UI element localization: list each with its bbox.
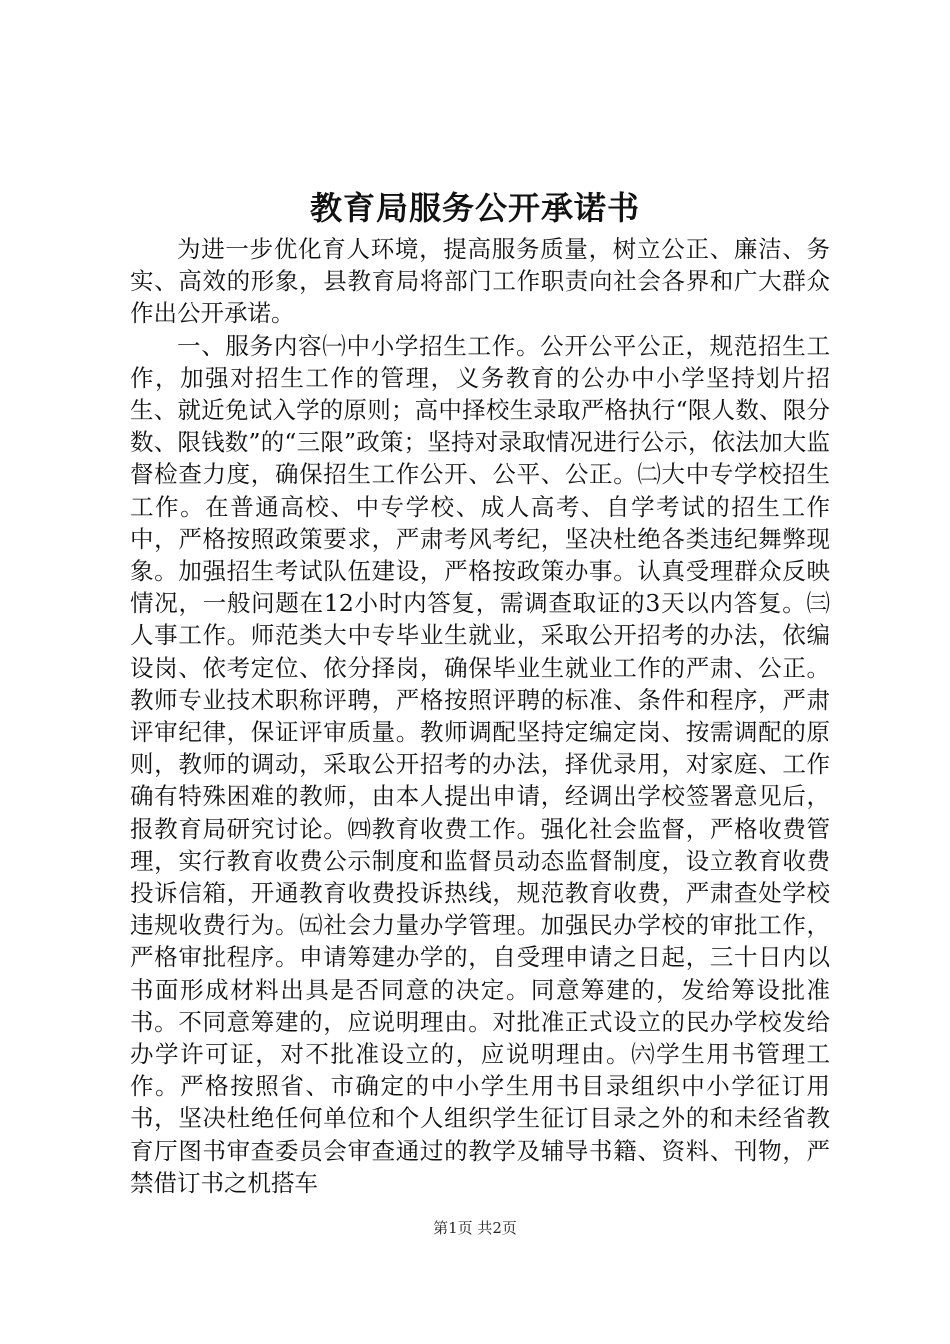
document-title: 教育局服务公开承诺书 <box>309 189 640 227</box>
paragraph-intro: 为进一步优化育人环境，提高服务质量，树立公正、廉洁、务实、高效的形象，县教育局将部门工作职责向社会各界和广大群众作出公开承诺。 <box>130 235 830 328</box>
page-number: 第1页 共2页 <box>433 1219 517 1237</box>
paragraph-service-content: 一、服务内容㈠中小学招生工作。公开公平公正，规范招生工作，加强对招生工作的管理，义务教育的公办中小学坚持划片招生、就近免试入学的原则；高中择校生录取严格执行“限人数、限分数、限钱数”的“三限”政策；坚持对录取情况进行公示，依法加大监督检查力度，确保招生工作公开、公平、公正。㈡大中专学校招生工作。在普通高校、中专学校、成人高考、自学考试的招生工作中，严格按照政策要求，严肃考风考纪，坚决杜绝各类违纪舞弊现象。加强招生考试队伍建设，严格按政策办事。认真受理群众反映情况，一般问题在12小时内答复，需调查取证的3天以内答复。㈢人事工作。师范类大中专毕业生就业，采取公开招考的办法，依编设岗、依考定位、依分择岗，确保毕业生就业工作的严肃、公正。教师专业技术职称评聘，严格按照评聘的标准、条件和程序，严肃评审纪律，保证评审质量。教师调配坚持定编定岗、按需调配的原则，教师的调动，采取公开招考的办法，择优录用，对家庭、工作确有特殊困难的教师，由本人提出申请，经调出学校签署意见后，报教育局研究讨论。㈣教育收费工作。强化社会监督，严格收费管理，实行教育收费公示制度和监督员动态监督制度，设立教育收费投诉信箱，开通教育收费投诉热线，规范教育收费，严肃查处学校违规收费行为。㈤社会力量办学管理。加强民办学校的审批工作，严格审批程序。申请筹建办学的，自受理申请之日起，三十日内以书面形成材料出具是否同意的决定。同意筹建的，发给筹设批准书。不同意筹建的，应说明理由。对批准正式设立的民办学校发给办学许可证，对不批准设立的，应说明理由。㈥学生用书管理工作。严格按照省、市确定的中小学生用书目录组织中小学征订用书，坚决杜绝任何单位和个人组织学生征订目录之外的和未经省教育厅图书审查委员会审查通过的教学及辅导书籍、资料、刊物，严禁借订书之机搭车 <box>130 331 830 1197</box>
document-body <box>130 233 830 1199</box>
